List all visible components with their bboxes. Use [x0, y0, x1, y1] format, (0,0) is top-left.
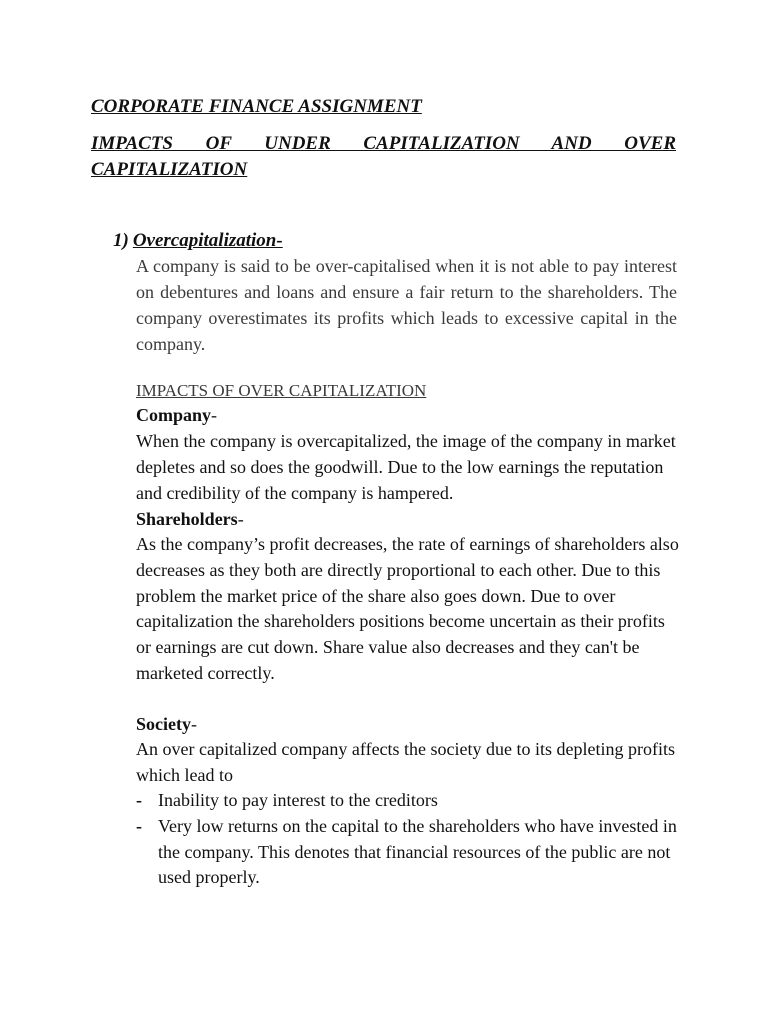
company-label-suffix: -: [211, 405, 218, 425]
impacts-heading: IMPACTS OF OVER CAPITALIZATION: [136, 381, 427, 400]
list-item: [136, 788, 681, 814]
section-intro-paragraph: A company is said to be over-capitalised when it is not able to pay interest on debentures and loans and ensure a fair return to the shareholders. The company overestimates its profits which leads to excessive capital in the company.: [136, 256, 677, 354]
bullet-dash: -: [136, 790, 142, 810]
shareholders-label: Shareholders: [136, 509, 238, 529]
society-label: Society: [136, 714, 191, 734]
list-item: [136, 814, 681, 891]
document-subtitle-line2: CAPITALIZATION: [91, 159, 248, 180]
shareholders-paragraph: As the company’s profit decreases, the rate of earnings of shareholders also decreases as they both are directly proportional to each other. Due to this problem the market price of the share also goes down. Due to over capitalization the shareholders positions become uncertain as their profits or earnings are cut down. Share value also decreases and they can't be marketed correctly.: [136, 534, 679, 683]
document-subtitle-line1: IMPACTS OF UNDER CAPITALIZATION AND OVER: [91, 133, 676, 154]
bullet-dash: -: [136, 815, 142, 836]
society-subheading: [136, 712, 681, 738]
shareholders-label-suffix: -: [237, 509, 244, 529]
society-label-suffix: -: [190, 714, 197, 734]
document-title: CORPORATE FINANCE ASSIGNMENT: [91, 96, 422, 117]
section-number: 1): [113, 230, 129, 251]
bullet-text: Very low returns on the capital to the shareholders who have invested in the company. This denotes that financial resources of the public are not used properly.: [158, 815, 677, 888]
company-label: Company: [136, 405, 212, 425]
section-heading-text: Overcapitalization-: [132, 230, 283, 251]
society-bullet-list: [136, 788, 681, 891]
company-subheading: [136, 403, 681, 429]
company-paragraph: When the company is overcapitalized, the image of the company in market depletes and so does the goodwill. Due to the low earnings the reputation and credibility of the company is hampered.: [136, 431, 676, 503]
shareholders-subheading: [136, 507, 681, 533]
society-paragraph: An over capitalized company affects the society due to its depleting profits which lead to: [136, 739, 675, 785]
bullet-text: Inability to pay interest to the creditors: [158, 790, 438, 810]
section-heading: [113, 229, 283, 253]
